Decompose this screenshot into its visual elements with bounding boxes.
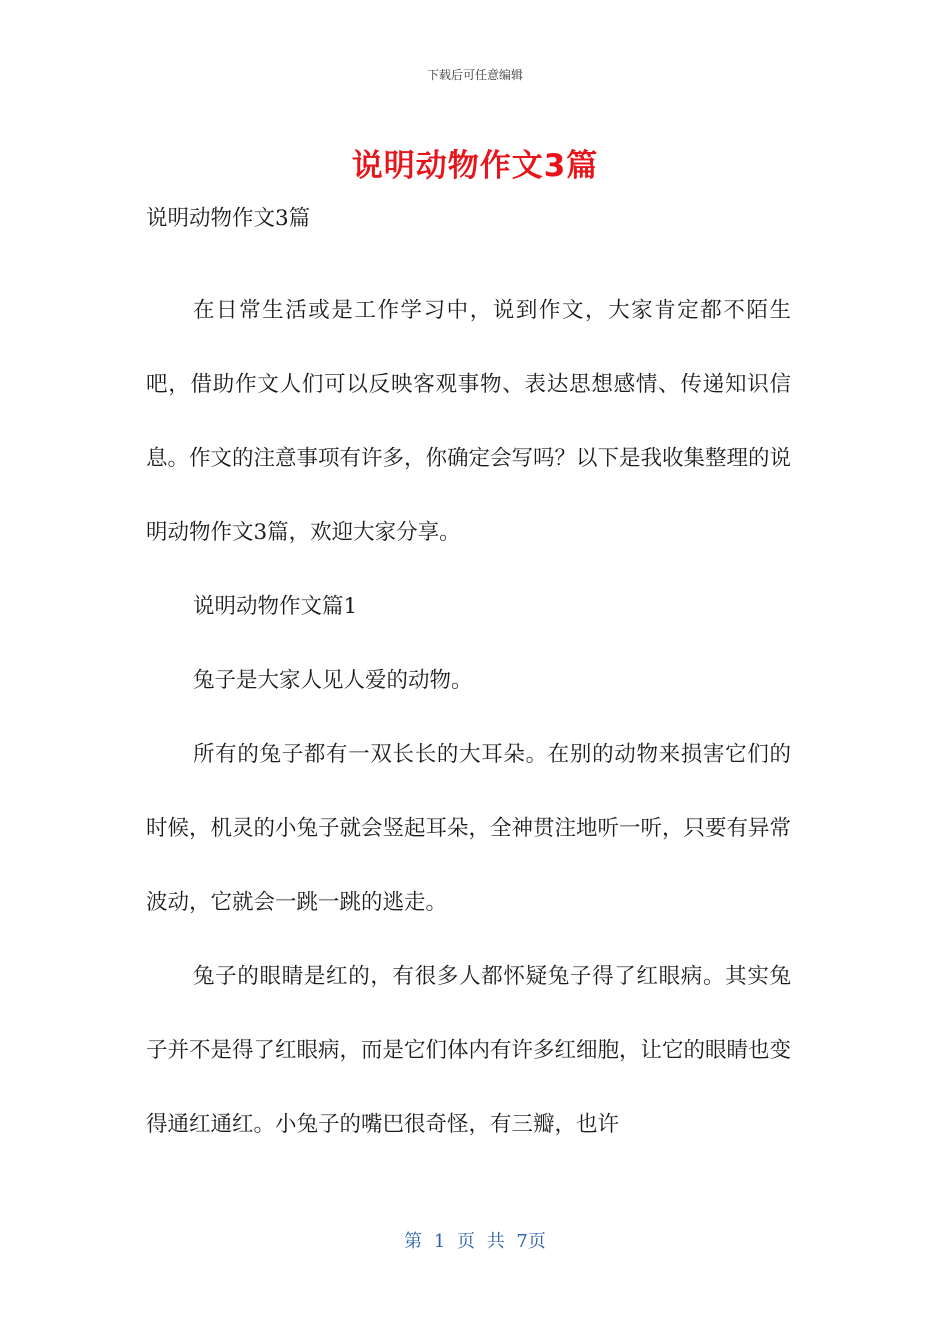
subtitle-paragraph: 说明动物作文3篇	[146, 206, 311, 231]
header-note: 下载后可任意编辑	[426, 68, 523, 82]
document-title: 说明动物作文3篇	[351, 148, 599, 184]
document-body	[146, 200, 791, 1162]
body-paragraph: 兔子是大家人见人爱的动物。	[193, 668, 473, 693]
section-heading: 说明动物作文篇1	[193, 594, 358, 619]
page-number: 第 1 页 共 7页	[404, 1231, 546, 1252]
body-paragraph: 所有的兔子都有一双长长的大耳朵。在别的动物来损害它们的时候，机灵的小兔子就会竖起耳朵，全神贯注地听一听，只要有异常波动，它就会一跳一跳的逃走。	[146, 742, 792, 915]
intro-paragraph: 在日常生活或是工作学习中，说到作文，大家肯定都不陌生吧，借助作文人们可以反映客观事物、表达思想感情、传递知识信息。作文的注意事项有许多，你确定会写吗？以下是我收集整理的说明动物作文3篇，欢迎大家分享。	[146, 298, 792, 545]
body-paragraph: 兔子的眼睛是红的，有很多人都怀疑兔子得了红眼病。其实兔子并不是得了红眼病，而是它们体内有许多红细胞，让它的眼睛也变得通红通红。小兔子的嘴巴很奇怪，有三瓣，也许	[146, 964, 792, 1137]
